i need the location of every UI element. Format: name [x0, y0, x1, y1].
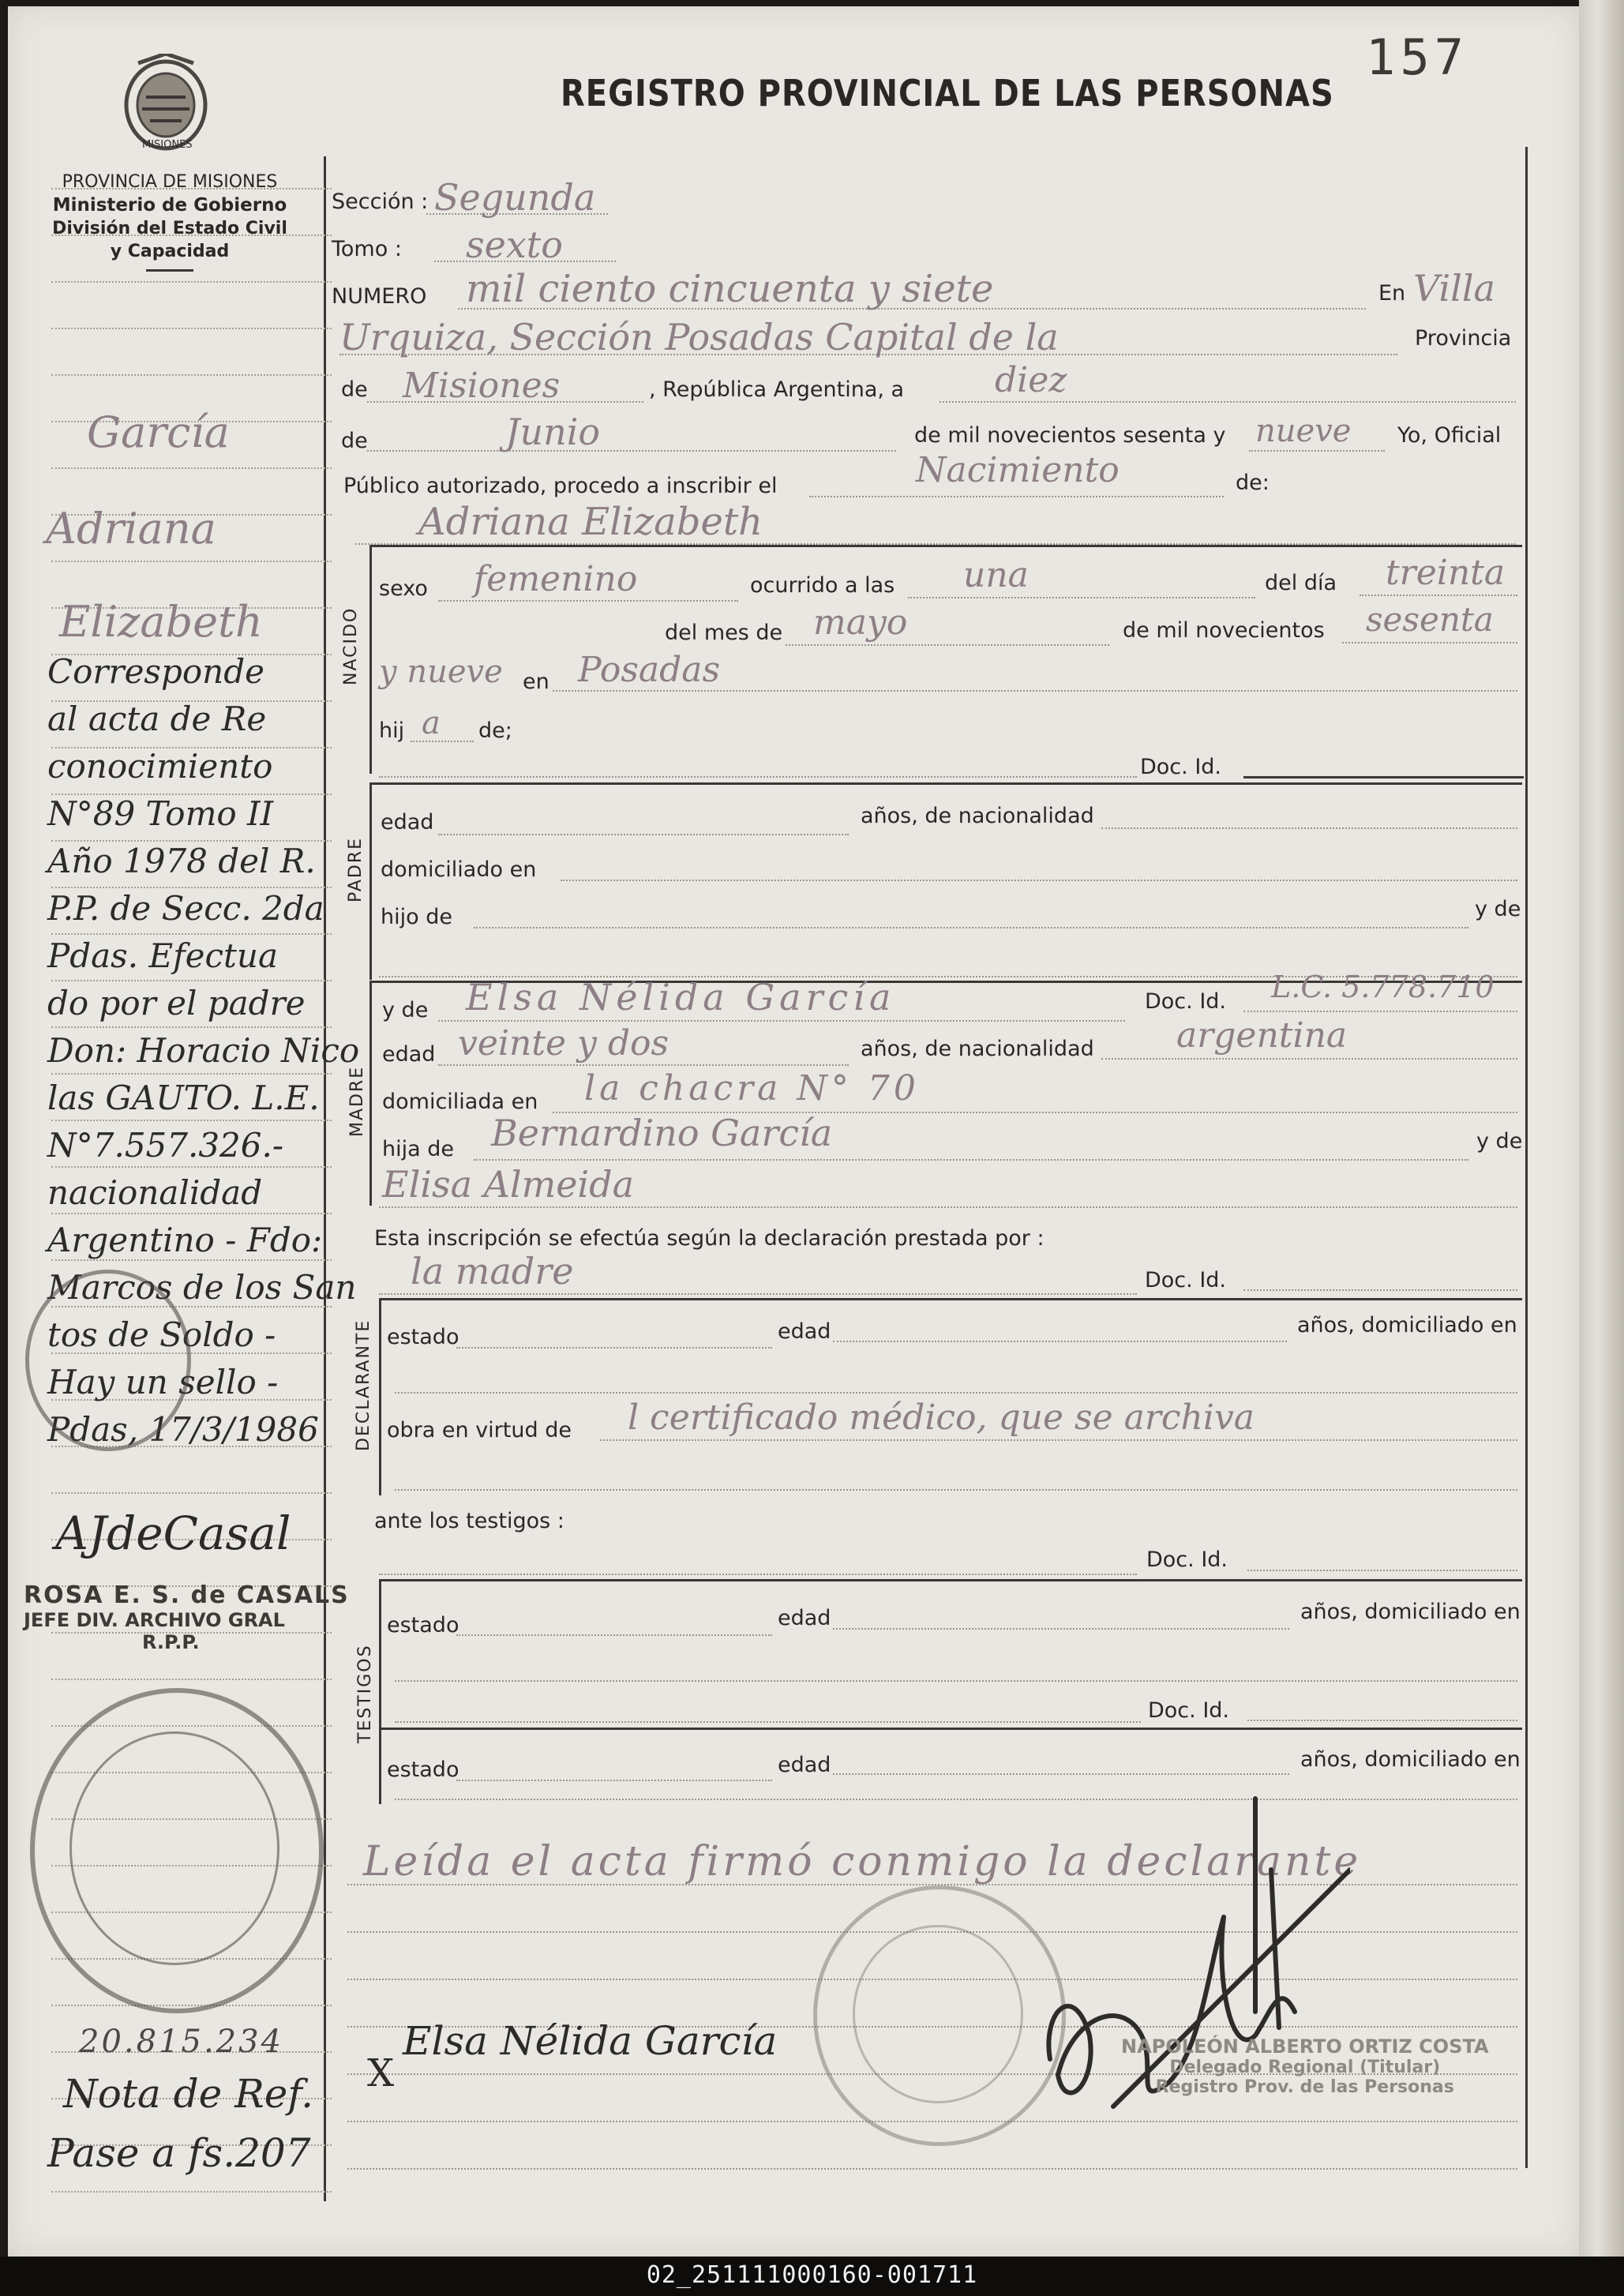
madre-domicilio-value: la chacra N° 70 [584, 1068, 920, 1109]
crest-label: MISIONES [142, 139, 193, 151]
madre-hija-label: hija de [382, 1137, 454, 1161]
acto-line [809, 496, 1224, 497]
testigos-label: ante los testigos : [374, 1509, 564, 1533]
padre-name-line [379, 776, 1137, 778]
margin-note-line: Hay un sello - [47, 1363, 279, 1401]
numero-value: mil ciento cincuenta y siete [466, 267, 994, 311]
madre-doc-value: L.C. 5.778.710 [1271, 970, 1495, 1004]
mes-line [367, 450, 896, 452]
margin-rule-line [51, 2191, 332, 2193]
declarante-doc-label: Doc. Id. [1145, 1268, 1227, 1292]
testigo1-edad-line [833, 1628, 1289, 1630]
anio-nacido-line [1342, 642, 1517, 643]
madre-doc-line [1243, 1011, 1517, 1012]
de-label: de [341, 377, 368, 402]
obra-label: obra en virtud de [387, 1418, 572, 1443]
testigo1-name-line [379, 1574, 1137, 1575]
margin-note-line: Argentino - Fdo: [47, 1221, 323, 1259]
testigo2-name-line [395, 1721, 1141, 1723]
margin-note-line: nacionalidad [47, 1173, 263, 1212]
hora-line [908, 597, 1255, 598]
madre-doc-label: Doc. Id. [1145, 989, 1227, 1014]
testigo2-estado-line [456, 1780, 772, 1781]
margin-stamp-office: R.P.P. [142, 1631, 200, 1653]
document-page [8, 6, 1579, 2257]
padre-nacionalidad-line [1101, 827, 1517, 829]
madre-edad-line [438, 1064, 849, 1066]
margin-registry-seal-inner [69, 1731, 279, 1965]
margin-rule-line [51, 933, 332, 935]
official-stamp-title: Delegado Regional (Titular) [1169, 2058, 1441, 2077]
madre-edad-label: edad [382, 1042, 436, 1067]
dia-value: diez [995, 360, 1067, 400]
anio-nacido-label: de mil novecientos [1123, 618, 1325, 643]
lugar-line [553, 690, 1517, 692]
declarante-estado-label: estado [387, 1325, 459, 1349]
official-stamp-office: Registro Prov. de las Personas [1155, 2077, 1454, 2097]
nacido-section-label: NACIDO [341, 606, 361, 685]
padre-nacionalidad-label: años, de nacionalidad [861, 804, 1094, 828]
numero-label: NUMERO [332, 284, 427, 309]
testigo2-doc-label: Doc. Id. [1148, 1698, 1230, 1723]
margin-note-line: tos de Soldo - [47, 1315, 276, 1354]
right-border [1525, 147, 1528, 2168]
official-stamp [1121, 2035, 1489, 2097]
declarante-domicilio-label: años, domiciliado en [1297, 1313, 1517, 1337]
obra-line-2 [395, 1489, 1517, 1491]
sexo-line [438, 600, 738, 602]
sexo-value: femenino [474, 559, 638, 599]
authority-division: División del Estado Civil [52, 219, 287, 238]
padre-section-label: PADRE [346, 836, 366, 902]
margin-note-line: N°89 Tomo II [47, 794, 274, 833]
seccion-value: Segunda [434, 176, 596, 219]
hij-de-label: de; [478, 718, 512, 743]
margin-rule-line [51, 887, 332, 888]
margin-rule-line [51, 328, 332, 329]
padre-yde-label: y de [1475, 897, 1521, 921]
nacido-top-rule [369, 545, 1522, 547]
margin-rule-line [51, 374, 332, 376]
oficial-label: Yo, Oficial [1397, 423, 1502, 448]
hij-line [411, 741, 474, 742]
anio-nacido-value: sesenta [1366, 600, 1494, 639]
margin-note-line: conocimiento [47, 747, 273, 786]
padre-doc-label: Doc. Id. [1140, 755, 1222, 779]
madre-nombre-line [438, 1020, 1125, 1022]
provincia-label: Provincia [1415, 326, 1512, 351]
official-seal-inner [853, 1925, 1023, 2103]
seccion-label: Sección : [332, 189, 429, 214]
testigo1-estado-label: estado [387, 1613, 459, 1638]
testigo1-doc-line [1247, 1570, 1517, 1571]
tomo-value: sexto [466, 223, 563, 266]
padre-domicilio-label: domiciliado en [381, 857, 537, 882]
madre-yde2-label: y de [1476, 1129, 1523, 1154]
publico-label: Público autorizado, procedo a inscribir el [343, 474, 778, 498]
margin-rule-line [51, 188, 332, 189]
madre-nacionalidad-value: argentina [1176, 1015, 1348, 1056]
de2-label: de [341, 429, 368, 453]
locality-value: Urquiza, Sección Posadas Capital de la [339, 316, 1059, 358]
page-number: 157 [1366, 28, 1468, 86]
republica-label: , República Argentina, a [649, 377, 905, 402]
testigo1-domicilio-label: años, domiciliado en [1300, 1600, 1521, 1624]
authority-province: PROVINCIA DE MISIONES [62, 172, 278, 192]
margin-rule-line [51, 1026, 332, 1028]
book-edge [1579, 0, 1624, 2296]
dia-value-nacido: treinta [1386, 553, 1506, 593]
testigo2-edad-label: edad [778, 1753, 831, 1777]
dia-value-line [1360, 595, 1517, 596]
madre-yde-label: y de [382, 998, 429, 1022]
authority-rule [146, 269, 193, 272]
mes-value-nacido: mayo [813, 602, 908, 643]
declarante-section-label: DECLARANTE [354, 1319, 373, 1451]
cross-mark: X [367, 2051, 395, 2095]
madre-domicilio-label: domiciliada en [382, 1090, 538, 1114]
declarante-bracket [379, 1298, 381, 1495]
madre-nacionalidad-line [1101, 1058, 1517, 1060]
authority-block [16, 172, 324, 272]
margin-rule-line [51, 561, 332, 562]
madre-nacionalidad-label: años, de nacionalidad [861, 1037, 1094, 1061]
closing-text: Leída el acta firmó conmigo la declarante [363, 1838, 1362, 1885]
en-nacido-label: en [523, 670, 549, 694]
declarante-value: la madre [411, 1250, 574, 1292]
tomo-label: Tomo : [332, 237, 402, 261]
margin-note-line: Pdas, 17/3/1986 [47, 1410, 319, 1449]
margin-note-line: al acta de Re [47, 700, 267, 738]
declarante-doc-line [1243, 1289, 1517, 1291]
madre-nombre-value: Elsa Nélida García [466, 976, 896, 1019]
margin-surname: García [87, 407, 230, 457]
margin-rule-line [51, 1166, 332, 1168]
margin-rule-line [51, 1492, 332, 1494]
anio-line [1249, 450, 1385, 452]
madre-padres-line [474, 1159, 1468, 1161]
mes-value-line [786, 644, 1109, 646]
margin-note-line: Marcos de los San [47, 1268, 357, 1307]
nacido-bracket [369, 545, 372, 774]
margin-signature: AJdeCasal [55, 1506, 291, 1560]
anio-value: nueve [1255, 413, 1352, 449]
anio-nacido-value-cont: y nueve [379, 654, 503, 690]
margin-id-number: 20.815.234 [79, 2024, 284, 2060]
testigo1-estado-line [456, 1634, 772, 1636]
mes-label: del mes de [665, 621, 783, 645]
margin-rule-line [51, 234, 332, 236]
madre-madre-value: Elisa Almeida [382, 1163, 635, 1206]
testigo1-edad-label: edad [778, 1606, 831, 1630]
margin-note-line: Don: Horacio Nico [47, 1031, 360, 1070]
dia-label: del día [1265, 571, 1337, 595]
mes-value: Junio [505, 411, 601, 453]
madre-padre-value: Bernardino García [491, 1112, 833, 1154]
margin-name-second: Elizabeth [59, 597, 263, 647]
margin-rule-line [51, 1073, 332, 1075]
testigo2-estado-label: estado [387, 1758, 459, 1782]
declarante-top-rule [379, 1298, 1522, 1300]
margin-rule-line [51, 1679, 332, 1680]
margin-name-first: Adriana [46, 504, 216, 553]
margin-rule-line [51, 281, 332, 283]
padre-edad-line [438, 834, 849, 835]
testigo2-rule [379, 1728, 1522, 1730]
declaracion-intro: Esta inscripción se efectúa según la declaración prestada por : [374, 1226, 1045, 1251]
en-value: Villa [1413, 267, 1495, 310]
margin-note-line: las GAUTO. L.E. [47, 1079, 320, 1117]
declarante-estado-line [456, 1347, 772, 1349]
margin-round-stamp [25, 1270, 191, 1451]
margin-rule-line [51, 1213, 332, 1214]
padre-domicilio-line [561, 880, 1517, 881]
testigo1-domicilio-line [395, 1680, 1517, 1682]
testigo1-doc-label: Doc. Id. [1146, 1548, 1228, 1572]
testigos-top-rule [379, 1579, 1522, 1581]
lugar-value: Posadas [578, 650, 721, 690]
padre-rule [369, 782, 1522, 785]
margin-stamp-title: JEFE DIV. ARCHIVO GRAL [24, 1609, 285, 1631]
testigo2-domicilio-label: años, domiciliado en [1300, 1747, 1521, 1772]
margin-divider [324, 156, 326, 2201]
obra-line [600, 1439, 1517, 1441]
margin-rule-line [51, 1259, 332, 1261]
margin-rule-line [51, 980, 332, 981]
margin-stamp-name: ROSA E. S. de CASALS [24, 1581, 350, 1609]
padre-hijo-label: hijo de [381, 905, 452, 929]
ocurrido-label: ocurrido a las [750, 573, 895, 598]
madre-edad-value: veinte y dos [458, 1023, 669, 1064]
de3-label: de: [1236, 471, 1270, 495]
madre-bracket [369, 981, 372, 1206]
authority-capacity: y Capacidad [110, 242, 230, 261]
en-label: En [1378, 281, 1406, 306]
sexo-label: sexo [379, 576, 428, 601]
madre-madre-line [379, 1206, 1517, 1208]
padre-hijo-line [474, 927, 1468, 929]
declarante-domicilio-line [395, 1392, 1517, 1394]
file-id: 02_251111000160-001711 [646, 2261, 978, 2289]
declarante-edad-line [833, 1341, 1287, 1342]
testigo2-doc-line [1247, 1720, 1517, 1721]
margin-rule-line [51, 1120, 332, 1121]
page-title: REGISTRO PROVINCIAL DE LAS PERSONAS [561, 73, 1334, 115]
padre-edad-label: edad [381, 810, 434, 835]
hora-value: una [963, 555, 1029, 595]
mother-signature: Elsa Nélida García [403, 2018, 778, 2064]
margin-note-ref: Nota de Ref. [63, 2071, 313, 2117]
closing-rule-line [347, 2168, 1517, 2170]
authority-ministry: Ministerio de Gobierno [52, 195, 287, 216]
margin-official-stamp [24, 1581, 350, 1653]
testigos-section-label: TESTIGOS [355, 1644, 375, 1743]
nombre-value: Adriana Elizabeth [418, 500, 763, 544]
hij-value: a [422, 705, 441, 741]
padre-bracket-line [369, 782, 372, 980]
madre-section-label: MADRE [347, 1065, 367, 1137]
province-crest-icon [118, 54, 213, 164]
margin-note-line: do por el padre [47, 984, 306, 1022]
margin-note-line: Corresponde [47, 652, 264, 691]
file-id-bar [0, 2257, 1624, 2296]
margin-note-line: P.P. de Secc. 2da [47, 889, 324, 928]
testigos-bracket [379, 1579, 381, 1804]
provincia-value: Misiones [403, 366, 561, 406]
anio-label: de mil novecientos sesenta y [914, 423, 1226, 448]
hij-label: hij [379, 718, 405, 743]
official-stamp-name: NAPOLEÓN ALBERTO ORTIZ COSTA [1121, 2035, 1489, 2058]
margin-note-page: Pase a fs.207 [47, 2130, 311, 2176]
dia-line [940, 401, 1516, 403]
padre-top-rule [1243, 776, 1524, 778]
declarante-name-line [379, 1293, 1137, 1295]
acto-value: Nacimiento [916, 450, 1120, 490]
declarante-edad-label: edad [778, 1319, 831, 1344]
margin-note-line: N°7.557.326.- [47, 1126, 284, 1165]
margin-rule-line [51, 467, 332, 469]
margin-note-line: Año 1978 del R. [47, 842, 316, 880]
obra-value: l certificado médico, que se archiva [628, 1397, 1255, 1438]
margin-note-line: Pdas. Efectua [47, 936, 278, 975]
